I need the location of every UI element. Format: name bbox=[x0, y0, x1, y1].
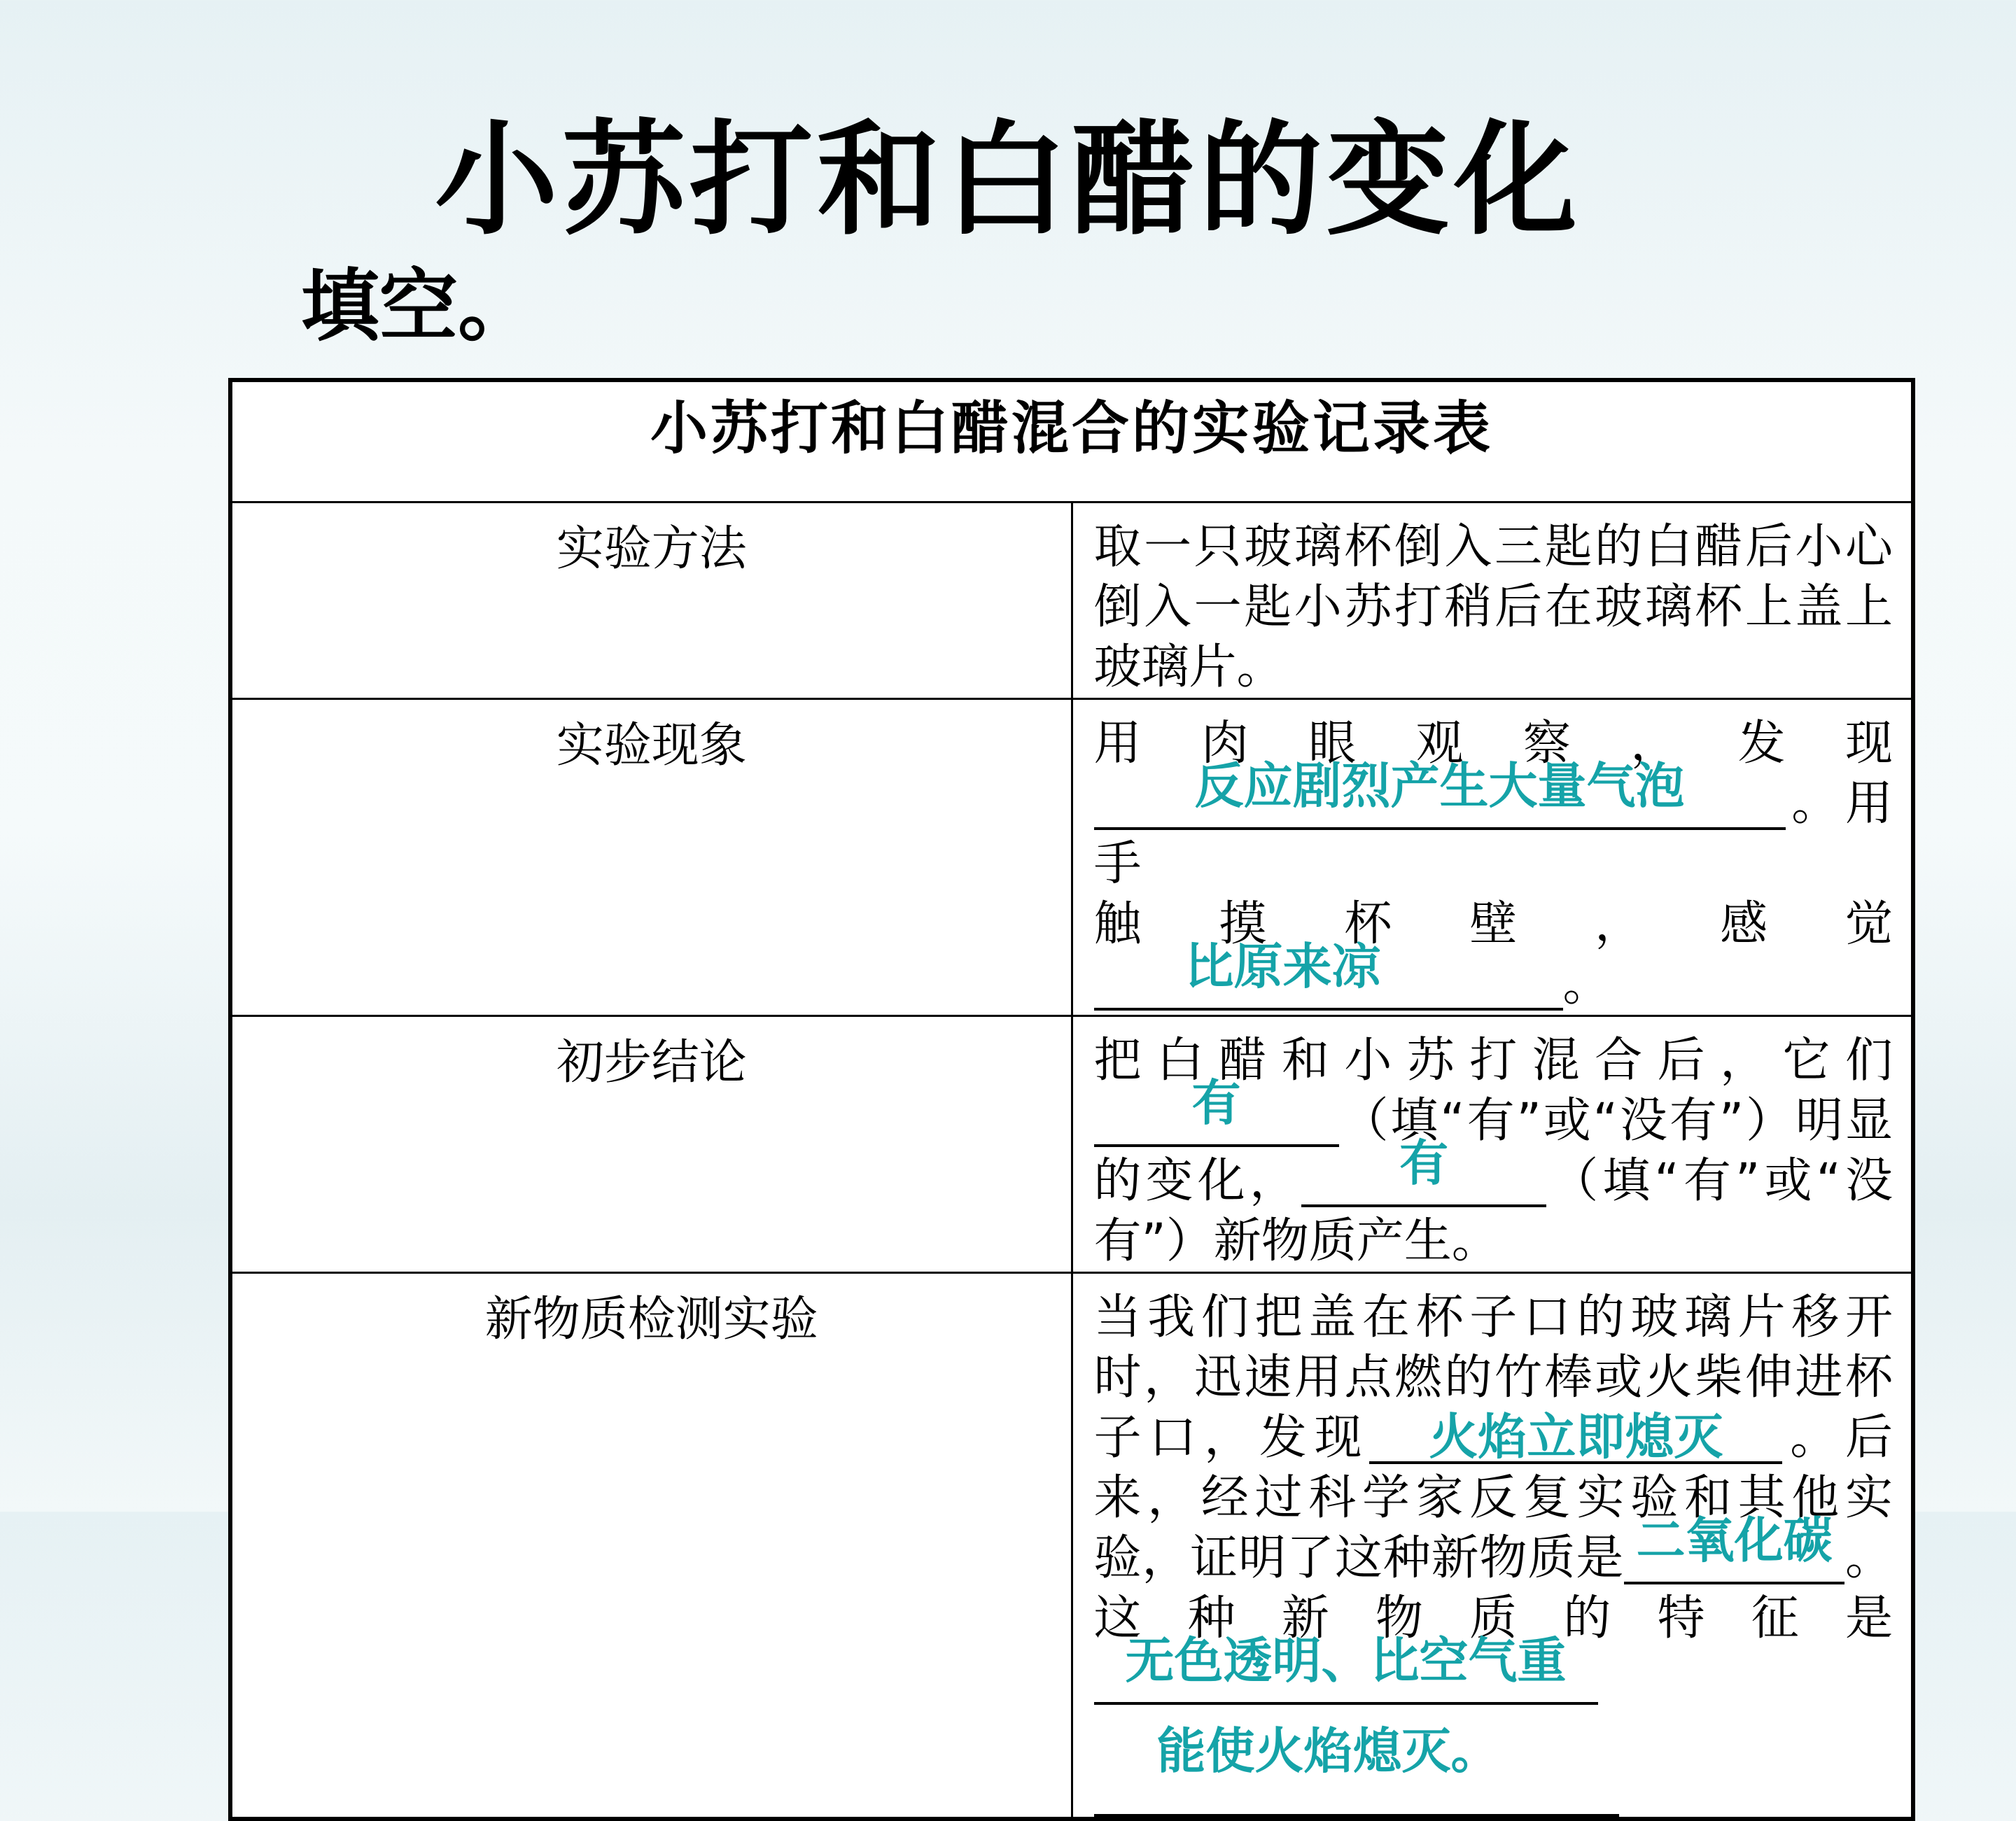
answer-text: 反应剧烈产生大量气泡 bbox=[1194, 757, 1685, 815]
experiment-record-table bbox=[228, 378, 1915, 1821]
table-row bbox=[230, 1273, 1913, 1820]
text-fragment: （填“有”或“没有”）新物质产生。 bbox=[1093, 1153, 1893, 1269]
answer-blank[interactable] bbox=[1094, 1709, 1619, 1817]
answer-blank[interactable] bbox=[1301, 1134, 1546, 1207]
text-fragment: 当我们把盖在杯子口的玻璃片移开时，迅速用点燃的竹棒或火柴伸进杯子口，发现 bbox=[1093, 1290, 1893, 1465]
text-fragment: 。后来，经过科学家反复实验和其他实验，证明了这种新物质是 bbox=[1093, 1410, 1893, 1586]
text-fragment: 。用手 bbox=[1093, 776, 1893, 892]
text-fragment: （填“有”或“没有”）明显的变化， bbox=[1093, 1093, 1893, 1209]
row-label-detection: 新物质检测实验 bbox=[230, 1273, 1072, 1820]
table-row bbox=[230, 699, 1913, 1016]
row-label-method: 实验方法 bbox=[230, 502, 1072, 699]
answer-text: 有 bbox=[1399, 1134, 1449, 1192]
row-label-conclusion: 初步结论 bbox=[230, 1016, 1072, 1273]
text-fragment: 。这种新物质的特征是 bbox=[1093, 1531, 1893, 1646]
text-fragment: 用肉眼观察，发现 bbox=[1093, 716, 1893, 771]
answer-text: 能使火焰熄灭。 bbox=[1156, 1722, 1500, 1780]
answer-blank[interactable] bbox=[1094, 757, 1786, 830]
slide-title: 小苏打和白醋的变化 bbox=[434, 108, 1581, 252]
method-text bbox=[1072, 502, 1913, 699]
text-fragment: 。 bbox=[1562, 957, 1611, 1012]
phenomenon-text bbox=[1072, 699, 1913, 1016]
answer-text: 二氧化碳 bbox=[1636, 1512, 1833, 1569]
answer-blank[interactable] bbox=[1094, 1632, 1598, 1705]
text-fragment: 触摸杯壁，感觉 bbox=[1093, 897, 1893, 952]
text-fragment: 把白醋和小苏打混合后，它们 bbox=[1093, 1033, 1893, 1088]
answer-blank[interactable] bbox=[1624, 1512, 1844, 1584]
table-row bbox=[230, 502, 1913, 699]
answer-blank[interactable] bbox=[1369, 1408, 1782, 1465]
row-label-phenomenon: 实验现象 bbox=[230, 699, 1072, 1016]
answer-text: 比原来凉 bbox=[1184, 938, 1381, 995]
table-caption: 小苏打和白醋混合的实验记录表 bbox=[230, 380, 1913, 502]
method-description: 取一只玻璃杯倒入三匙的白醋后小心倒入一匙小苏打稍后在玻璃杯上盖上玻璃片。 bbox=[1093, 519, 1893, 695]
answer-blank[interactable] bbox=[1094, 938, 1563, 1011]
detection-text bbox=[1072, 1273, 1913, 1820]
conclusion-text bbox=[1072, 1016, 1913, 1273]
table-row bbox=[230, 1016, 1913, 1273]
answer-text: 无色透明、比空气重 bbox=[1125, 1632, 1567, 1689]
answer-text: 有 bbox=[1191, 1074, 1241, 1132]
answer-text: 火焰立即熄灭 bbox=[1429, 1408, 1723, 1465]
instruction-text: 填空。 bbox=[301, 261, 536, 352]
answer-blank[interactable] bbox=[1094, 1074, 1339, 1147]
